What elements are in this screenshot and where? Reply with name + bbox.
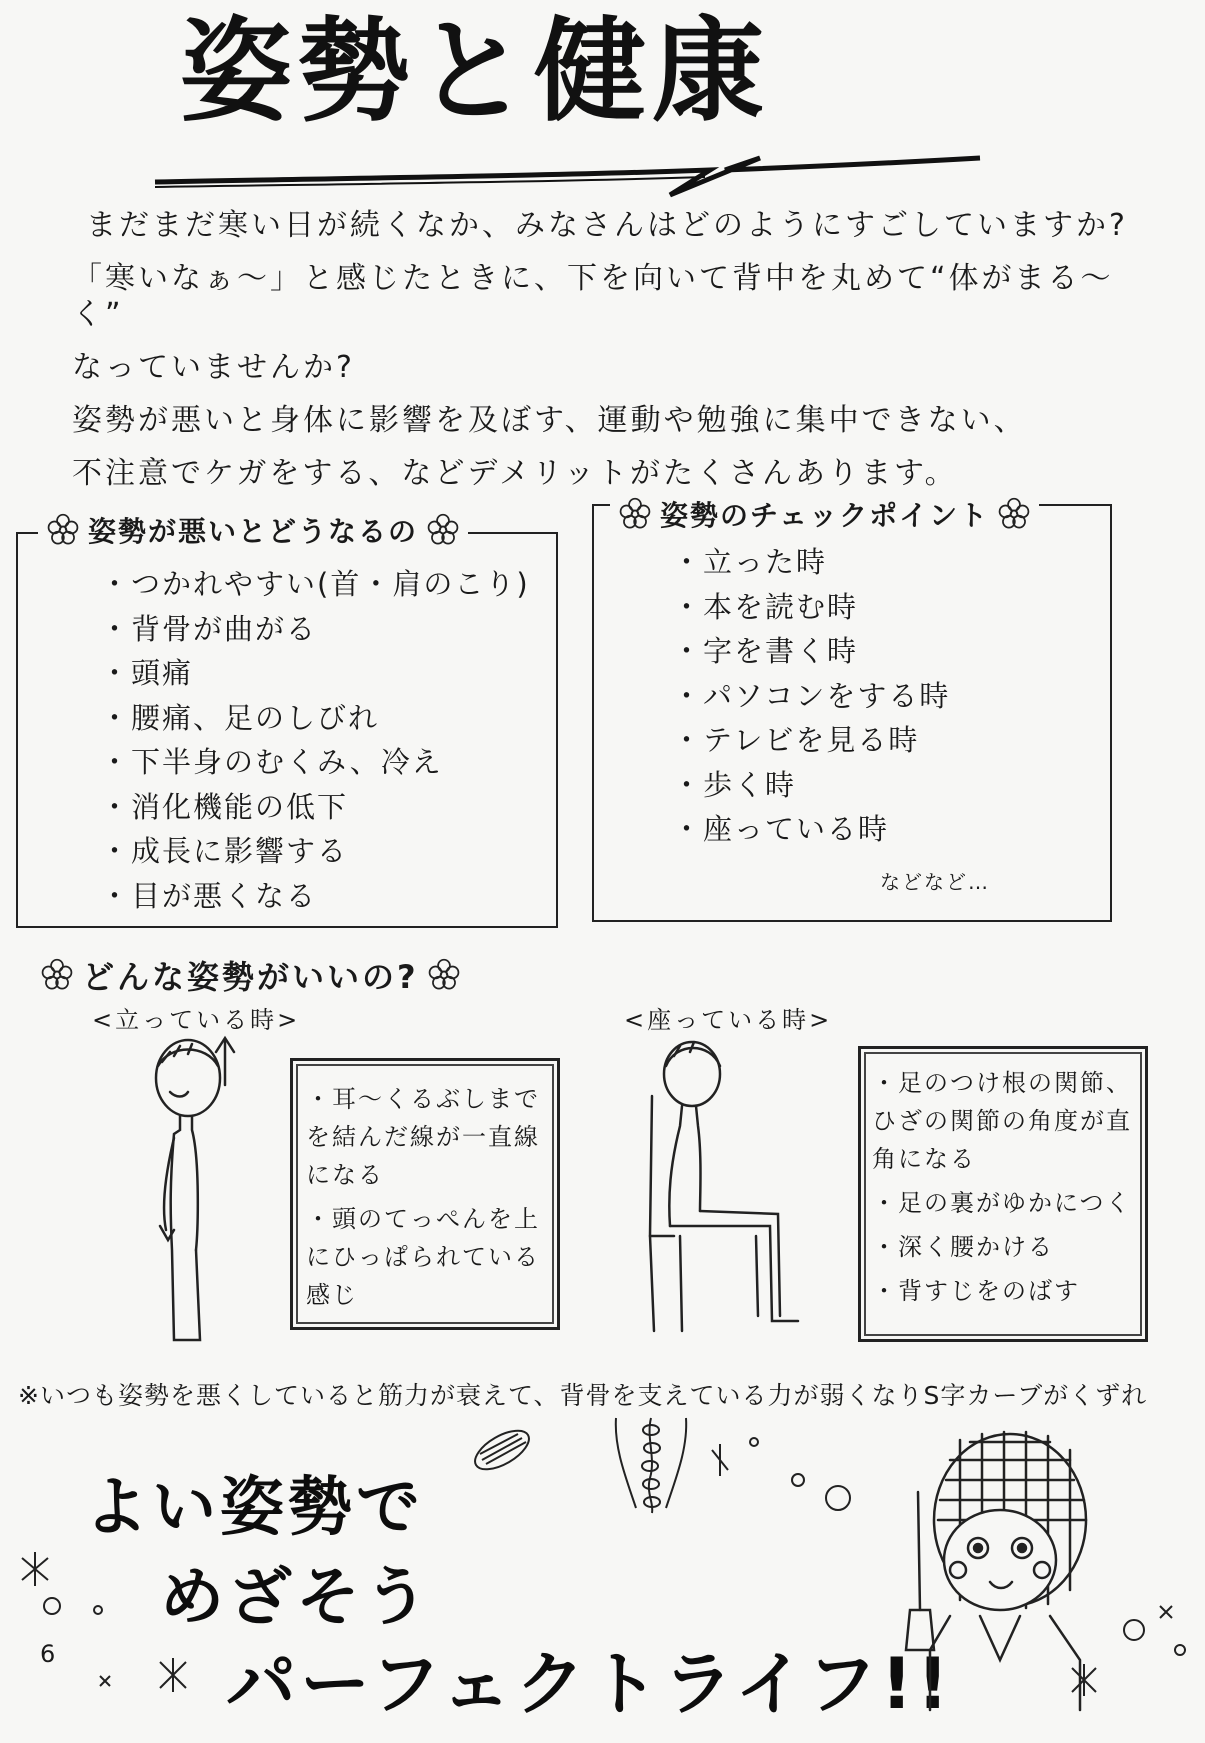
good-posture-heading [40,952,461,998]
standing-tip: ・ 耳〜くるぶしまでを結んだ線が一直線になる [306,1080,546,1194]
list-item: ・ 字を書く時 [672,629,950,674]
list-item: ・ 本を読む時 [672,585,950,630]
title-underline [150,140,990,200]
sitting-person-illustration [640,1036,820,1336]
list-item: ・ 成長に影響する [100,829,530,874]
intro-line-2: 「寒いなぁ〜」と感じたときに、下を向いて背中を丸めて“体がまる〜く” [72,261,1114,332]
checkpoints-heading [610,494,1039,534]
list-item: ・ パソコンをする時 [672,674,950,719]
intro-line-1: まだまだ寒い日が続くなか、みなさんはどのようにすごしていますか? [86,208,1128,243]
flower-icon [997,497,1031,531]
standing-tip: ・ 頭のてっぺんを上にひっぱられている感じ [306,1200,546,1314]
page-number: 6 [40,1640,56,1668]
list-item: ・ つかれやすい(首・肩のこり) [100,562,530,607]
list-item: ・ 消化機能の低下 [100,785,530,830]
flower-icon [426,513,460,547]
sitting-tips [872,1064,1134,1310]
standing-tips [306,1080,546,1314]
flower-icon [40,958,74,992]
sitting-label: <座っている時> [624,1006,833,1034]
sitting-tip: ・ 深く腰かける [872,1228,1134,1266]
note-text: ※いつも姿勢を悪くしていると筋力が衰えて、背骨を支えている力が弱くなりS字カーブがくずれ [18,1381,1148,1410]
list-item: ・ 背骨が曲がる [100,607,530,652]
flower-icon [618,497,652,531]
list-item: ・ テレビを見る時 [672,718,950,763]
checkpoints-etc: などなど… [880,870,990,894]
intro-line-4: 姿勢が悪いと身体に影響を及ぼす、運動や勉強に集中できない、 [72,403,1027,438]
sparkle-decorations [0,1380,1205,1743]
slogan-line-1: よい姿勢で [84,1471,424,1545]
slogan-line-3: パーフェクトライフ!! [226,1643,953,1725]
list-item: ・ 下半身のむくみ、冷え [100,740,530,785]
standing-person-illustration [140,1030,260,1350]
list-item: ・ 腰痛、足のしびれ [100,696,530,741]
checkpoints-list [672,540,950,852]
list-item: ・ 頭痛 [100,651,530,696]
intro-text [72,208,1162,509]
flower-icon [427,958,461,992]
sitting-tip: ・ 足の裏がゆかにつく [872,1184,1134,1222]
intro-line-5: 不注意でケガをする、などデメリットがたくさんあります。 [72,456,958,491]
list-item: ・ 立った時 [672,540,950,585]
bad-posture-heading [38,510,468,550]
list-item: ・ 目が悪くなる [100,874,530,919]
slogan-line-2: めざそう [160,1561,432,1635]
list-item: ・ 歩く時 [672,763,950,808]
sitting-tip-intro: ・ 足のつけ根の関節、ひざの関節の角度が直角になる [872,1064,1134,1178]
list-item: ・ 座っている時 [672,807,950,852]
flower-icon [46,513,80,547]
bad-posture-heading-text: 姿勢が悪いとどうなるの [88,515,419,548]
bad-posture-list [100,562,530,918]
standing-label: <立っている時> [92,1006,301,1034]
sitting-tip: ・ 背すじをのばす [872,1272,1134,1310]
good-posture-heading-text: どんな姿勢がいいの? [82,958,419,996]
intro-line-3: なっていませんか? [72,350,355,385]
page-title: 姿勢と健康 [180,7,770,137]
checkpoints-heading-text: 姿勢のチェックポイント [660,499,990,532]
